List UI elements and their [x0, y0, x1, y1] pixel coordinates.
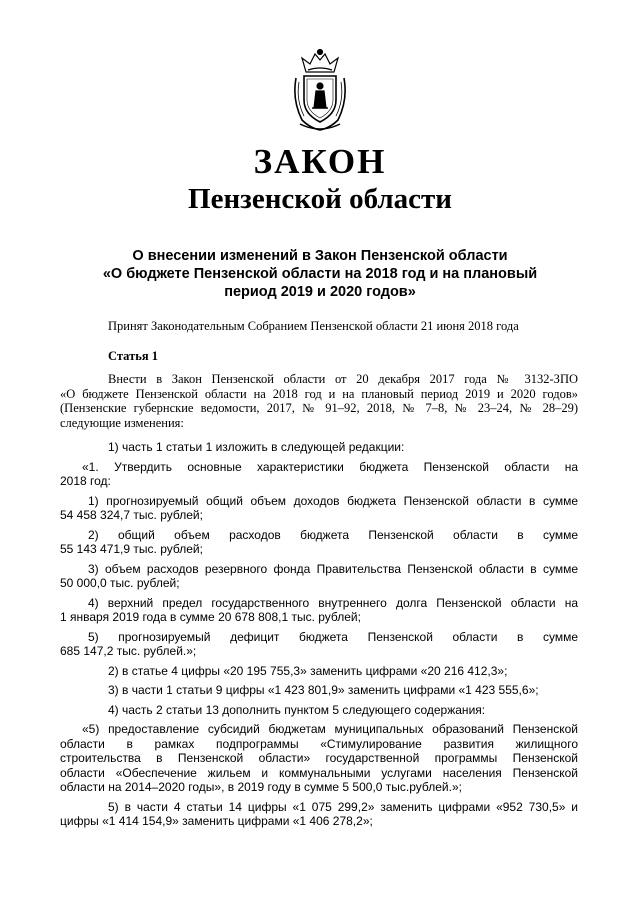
point-line: 54 458 324,7 тыс. рублей; — [60, 508, 203, 522]
item-5-line: цифры «1 414 154,9» заменить цифрами «1 406 278,2»; — [60, 814, 373, 828]
item-4-line: области в рамках подпрограммы «Стимулирование развития жилищного — [60, 736, 578, 751]
subtitle-line: О внесении изменений в Закон Пензенской области — [132, 248, 508, 264]
item-4-line: строительства в Пензенской области» государственной программы Пензенской — [60, 751, 578, 765]
region-title: Пензенской области — [188, 183, 452, 215]
quote-line: 2018 год: — [60, 474, 111, 488]
intro-line: «О бюджете Пензенской области на 2018 год и на плановый период 2019 и 2020 годов» — [60, 386, 578, 401]
item-4-heading: 4) часть 2 статьи 13 дополнить пунктом 5 следующего содержания: — [108, 702, 486, 717]
article-heading: Статья 1 — [108, 349, 158, 363]
item-1-heading: 1) часть 1 статьи 1 изложить в следующей редакции: — [108, 440, 405, 454]
intro-line: следующие изменения: — [60, 415, 184, 430]
point-line: 3) объем расходов резервного фонда Правительства Пензенской области в сумме — [88, 561, 578, 576]
item-4-line: «5) предоставление субсидий бюджетам муниципальных образований Пензенской — [82, 722, 578, 736]
intro-line: (Пензенские губернские ведомости, 2017, № 91–92, 2018, № 7–8, № 23–24, № 28–29) — [60, 401, 578, 415]
law-subtitle — [78, 247, 562, 301]
law-title: ЗАКОН — [253, 142, 387, 181]
point-line: 5) прогнозируемый дефицит бюджета Пензенской области в сумме — [88, 629, 578, 644]
article-body — [60, 372, 578, 430]
intro-line: Внести в Закон Пензенской области от 20 декабря 2017 года № 3132-ЗПО — [108, 372, 578, 386]
item-4-line: области на 2014–2020 годы», в 2019 году в сумме 5 500,0 тыс.рублей.»; — [60, 780, 462, 794]
point-line: 50 000,0 тыс. рублей; — [60, 576, 180, 590]
point-line: 55 143 471,9 тыс. рублей; — [60, 542, 203, 556]
point-line: 1 января 2019 года в сумме 20 678 808,1 тыс. рублей; — [60, 610, 361, 624]
adoption-note: Принят Законодательным Собранием Пензенской области 21 июня 2018 года — [108, 319, 519, 333]
item-3: 3) в части 1 статьи 9 цифры «1 423 801,9» заменить цифрами «1 423 555,6»; — [108, 683, 539, 697]
quote-line: «1. Утвердить основные характеристики бюджета Пензенской области на — [82, 459, 578, 474]
penza-coat-of-arms-icon — [288, 48, 352, 134]
point-line: 685 147,2 тыс. рублей.»; — [60, 644, 197, 658]
item-4-line: области «Обеспечение жильем и коммунальными услугами населения Пензенской — [60, 765, 578, 780]
subtitle-line: «О бюджете Пензенской области на 2018 год и на плановый — [102, 266, 538, 282]
point-line: 2) общий объем расходов бюджета Пензенской области в сумме — [88, 527, 578, 542]
point-line: 4) верхний предел государственного внутреннего долга Пензенской области на — [88, 595, 578, 610]
subtitle-line: период 2019 и 2020 годов» — [224, 284, 416, 300]
item-5-line: 5) в части 4 статьи 14 цифры «1 075 299,2» заменить цифрами «952 730,5» и — [108, 799, 578, 814]
point-line: 1) прогнозируемый общий объем доходов бюджета Пензенской области в сумме — [88, 493, 578, 508]
item-2: 2) в статье 4 цифры «20 195 755,3» заменить цифрами «20 216 412,3»; — [108, 663, 508, 678]
amendments-list — [60, 440, 578, 829]
